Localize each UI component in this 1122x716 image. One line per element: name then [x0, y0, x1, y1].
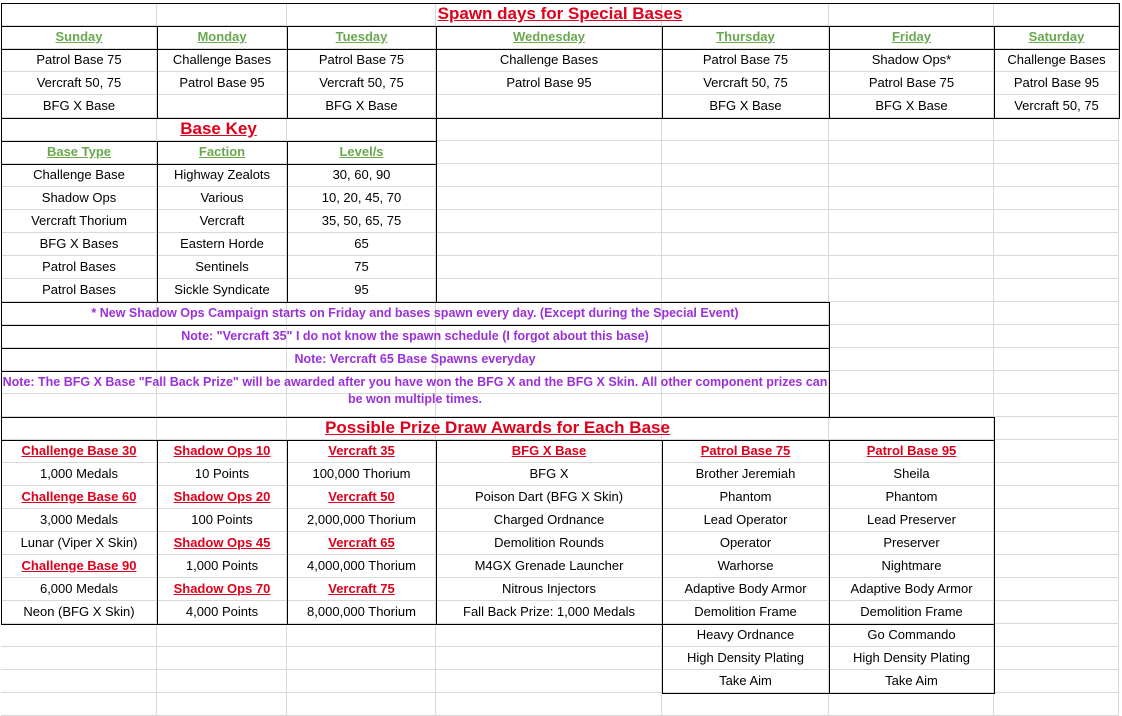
grid-cell[interactable]	[994, 670, 1119, 693]
spawn-cell[interactable]: BFG X Base	[325, 98, 398, 113]
border	[287, 440, 288, 625]
grid-cell[interactable]	[662, 187, 829, 210]
base-key-title[interactable]: Base Key	[180, 119, 257, 138]
grid-cell[interactable]	[662, 118, 829, 141]
day-header-monday[interactable]: Monday	[197, 29, 247, 44]
grid-cell[interactable]	[829, 394, 994, 417]
grid-cell[interactable]	[436, 141, 662, 164]
grid-cell[interactable]	[157, 693, 287, 716]
grid-cell[interactable]	[994, 210, 1119, 233]
prize-base-heading[interactable]: Patrol Base 75	[700, 443, 791, 458]
prize-base-heading[interactable]: Challenge Base 60	[21, 489, 137, 504]
prize-cell[interactable]: Demolition Rounds	[494, 535, 604, 550]
base-key-cell[interactable]: Shadow Ops	[41, 190, 117, 205]
grid-cell[interactable]	[829, 164, 994, 187]
prize-cell[interactable]: Take Aim	[885, 673, 938, 688]
border	[1, 440, 995, 441]
base-key-cell[interactable]: Eastern Horde	[180, 236, 264, 251]
prize-cell[interactable]	[436, 624, 662, 647]
grid-cell[interactable]	[436, 187, 662, 210]
grid-cell[interactable]	[994, 348, 1119, 371]
prize-cell[interactable]: Charged Ordnance	[493, 512, 605, 527]
note-vercraft-35[interactable]: Note: "Vercraft 35" I do not know the spawn schedule (I forgot about this base)	[181, 329, 649, 343]
prize-cell[interactable]: Demolition Frame	[860, 604, 963, 619]
border	[287, 141, 288, 303]
prize-cell[interactable]: 4,000 Points	[185, 604, 259, 619]
prize-cell[interactable]	[157, 647, 287, 670]
prize-base-heading[interactable]: Patrol Base 95	[866, 443, 957, 458]
grid-cell[interactable]	[994, 578, 1119, 601]
spawn-cell[interactable]	[436, 95, 662, 118]
grid-cell[interactable]	[662, 141, 829, 164]
base-key-cell[interactable]: Highway Zealots	[173, 167, 271, 182]
spawn-cell[interactable]: Patrol Base 75	[318, 52, 405, 67]
spawn-cell[interactable]: Vercraft 50, 75	[703, 75, 788, 90]
border	[1, 164, 437, 165]
spawn-cell[interactable]: Patrol Base 95	[506, 75, 592, 90]
grid-cell[interactable]	[994, 532, 1119, 555]
prize-cell[interactable]	[436, 647, 662, 670]
prize-cell[interactable]: Demolition Frame	[694, 604, 797, 619]
grid-cell[interactable]	[436, 279, 662, 302]
spawn-cell[interactable]: Challenge Bases	[1007, 52, 1106, 67]
grid-cell[interactable]	[662, 210, 829, 233]
border	[1, 371, 830, 372]
note-vercraft-65[interactable]: Note: Vercraft 65 Base Spawns everyday	[294, 352, 536, 366]
day-header-thursday[interactable]: Thursday	[716, 29, 775, 44]
border	[1, 141, 437, 142]
spawn-cell[interactable]: Patrol Base 75	[702, 52, 789, 67]
prize-cell[interactable]	[287, 647, 436, 670]
prize-cell[interactable]: Nightmare	[881, 558, 942, 573]
prize-cell[interactable]	[1, 624, 157, 647]
base-key-cell[interactable]: Patrol Bases	[42, 259, 116, 274]
prize-cell[interactable]: 3,000 Medals	[39, 512, 119, 527]
grid-cell[interactable]	[994, 118, 1119, 141]
base-key-cell[interactable]: Sickle Syndicate	[174, 282, 270, 297]
prize-cell[interactable]	[287, 670, 436, 693]
grid-cell[interactable]	[994, 624, 1119, 647]
prize-cell[interactable]: Lunar (Viper X Skin)	[20, 535, 138, 550]
prize-cell[interactable]: Poison Dart (BFG X Skin)	[474, 489, 624, 504]
base-key-cell[interactable]: 10, 20, 45, 70	[321, 190, 402, 205]
base-key-cell[interactable]: Vercraft	[199, 213, 245, 228]
prize-cell[interactable]: Operator	[719, 535, 772, 550]
prize-base-heading[interactable]: Shadow Ops 70	[173, 581, 271, 596]
prize-cell[interactable]: 4,000,000 Thorium	[307, 558, 416, 573]
prize-cell[interactable]: High Density Plating	[686, 650, 805, 665]
border	[436, 26, 437, 119]
prize-cell[interactable]: Preserver	[883, 535, 940, 550]
prize-cell[interactable]: Sheila	[893, 466, 930, 481]
spawn-cell[interactable]: Patrol Base 95	[1013, 75, 1100, 90]
grid-cell[interactable]	[662, 256, 829, 279]
prize-cell[interactable]: 6,000 Medals	[39, 581, 119, 596]
prize-base-heading[interactable]: Vercraft 50	[328, 489, 395, 504]
prize-cell[interactable]: 100,000 Thorium	[312, 466, 411, 481]
prize-base-heading[interactable]: Shadow Ops 20	[173, 489, 271, 504]
base-key-cell[interactable]: 95	[354, 282, 369, 297]
prize-cell[interactable]: Go Commando	[867, 627, 956, 642]
note-bfg-fallback[interactable]: Note: The BFG X Base "Fall Back Prize" will be awarded after you have won the BFG X and the BFG X Skin. All other component prizes can be won multiple times.	[2, 375, 828, 406]
grid-cell[interactable]	[994, 509, 1119, 532]
day-header-friday[interactable]: Friday	[891, 29, 931, 44]
grid-cell[interactable]	[436, 256, 662, 279]
prize-cell[interactable]	[287, 624, 436, 647]
grid-cell[interactable]	[287, 693, 436, 716]
border	[157, 440, 158, 625]
base-key-header[interactable]: Level/s	[339, 144, 384, 159]
prize-cell[interactable]: Fall Back Prize: 1,000 Medals	[463, 604, 635, 619]
grid-cell[interactable]	[829, 693, 994, 716]
prize-cell[interactable]	[157, 624, 287, 647]
grid-cell[interactable]	[994, 371, 1119, 394]
grid-cell[interactable]	[994, 187, 1119, 210]
prize-cell[interactable]: Lead Preserver	[867, 512, 956, 527]
prize-cell[interactable]: High Density Plating	[852, 650, 971, 665]
prize-cell[interactable]	[1, 670, 157, 693]
grid-cell[interactable]	[829, 325, 994, 348]
border	[662, 440, 663, 625]
prize-cell[interactable]: Adaptive Body Armor	[850, 581, 973, 596]
note-shadow-ops[interactable]: * New Shadow Ops Campaign starts on Friday and bases spawn every day. (Except during the Special Event)	[91, 306, 739, 320]
day-header-saturday[interactable]: Saturday	[1028, 29, 1085, 44]
grid-cell[interactable]	[662, 164, 829, 187]
prize-cell[interactable]	[157, 670, 287, 693]
grid-cell[interactable]	[436, 118, 662, 141]
prize-base-heading[interactable]: Challenge Base 30	[21, 443, 137, 458]
prize-cell[interactable]: 1,000 Medals	[39, 466, 119, 481]
prize-cell[interactable]	[1, 647, 157, 670]
day-header-tuesday[interactable]: Tuesday	[335, 29, 388, 44]
grid-cell[interactable]	[829, 302, 994, 325]
prize-cell[interactable]: Nitrous Injectors	[502, 581, 596, 596]
grid-cell[interactable]	[994, 302, 1119, 325]
grid-cell[interactable]	[829, 371, 994, 394]
prize-cell[interactable]: Brother Jeremiah	[695, 466, 796, 481]
day-header-sunday[interactable]: Sunday	[55, 29, 103, 44]
spawn-cell[interactable]: Shadow Ops*	[871, 52, 952, 67]
grid-cell[interactable]	[994, 440, 1119, 463]
border	[1, 26, 1120, 27]
spawn-cell[interactable]: Patrol Base 75	[868, 75, 955, 90]
prize-title[interactable]: Possible Prize Draw Awards for Each Base	[325, 418, 670, 437]
spawn-cell[interactable]	[157, 95, 287, 118]
prize-cell[interactable]: M4GX Grenade Launcher	[474, 558, 624, 573]
grid-cell[interactable]	[829, 210, 994, 233]
spawn-cell[interactable]: Challenge Bases	[499, 52, 599, 67]
prize-cell[interactable]	[436, 670, 662, 693]
base-key-cell[interactable]: 65	[354, 236, 369, 251]
grid-cell[interactable]	[662, 279, 829, 302]
prize-cell[interactable]: 100 Points	[191, 512, 253, 527]
grid-cell[interactable]	[994, 463, 1119, 486]
spawn-cell[interactable]: Vercraft 50, 75	[1014, 98, 1099, 113]
spawn-cell[interactable]: Vercraft 50, 75	[319, 75, 404, 90]
prize-base-heading[interactable]: Challenge Base 90	[21, 558, 137, 573]
grid-cell[interactable]	[829, 256, 994, 279]
prize-cell[interactable]: 1,000 Points	[185, 558, 259, 573]
border	[829, 624, 830, 694]
grid-cell[interactable]	[829, 348, 994, 371]
prize-cell[interactable]: BFG X	[529, 466, 569, 481]
grid-cell[interactable]	[994, 555, 1119, 578]
border	[287, 26, 288, 119]
prize-cell[interactable]: Adaptive Body Armor	[684, 581, 807, 596]
base-key-cell[interactable]: 30, 60, 90	[332, 167, 391, 182]
border	[157, 26, 158, 119]
border	[662, 26, 663, 119]
grid-cell[interactable]	[829, 118, 994, 141]
border	[994, 26, 995, 119]
prize-cell[interactable]: Phantom	[885, 489, 938, 504]
grid-cell[interactable]	[994, 325, 1119, 348]
spawn-cell[interactable]: Vercraft 50, 75	[36, 75, 122, 90]
base-key-cell[interactable]: Vercraft Thorium	[31, 213, 127, 228]
grid-cell[interactable]	[994, 486, 1119, 509]
prize-base-heading[interactable]: Shadow Ops 10	[173, 443, 271, 458]
grid-cell[interactable]	[436, 693, 662, 716]
base-key-cell[interactable]: 35, 50, 65, 75	[321, 213, 402, 228]
base-key-cell[interactable]: Various	[200, 190, 244, 205]
prize-cell[interactable]: 2,000,000 Thorium	[307, 512, 416, 527]
day-header-wednesday[interactable]: Wednesday	[512, 29, 585, 44]
prize-base-heading[interactable]: Shadow Ops 45	[173, 535, 271, 550]
grid-cell[interactable]	[662, 693, 829, 716]
prize-cell[interactable]: Neon (BFG X Skin)	[23, 604, 135, 619]
grid-cell[interactable]	[436, 164, 662, 187]
prize-cell[interactable]: Warhorse	[717, 558, 774, 573]
grid-cell[interactable]	[994, 601, 1119, 624]
grid-cell[interactable]	[829, 233, 994, 256]
base-key-cell[interactable]: BFG X Bases	[39, 236, 119, 251]
base-key-cell[interactable]: Patrol Bases	[42, 282, 116, 297]
prize-base-heading[interactable]: Vercraft 65	[328, 535, 395, 550]
grid-cell[interactable]	[829, 187, 994, 210]
base-key-header[interactable]: Faction	[198, 144, 246, 159]
grid-cell[interactable]	[994, 141, 1119, 164]
border	[829, 440, 830, 625]
grid-cell[interactable]	[436, 233, 662, 256]
spawn-cell[interactable]: Patrol Base 95	[179, 75, 265, 90]
spawn-cell[interactable]: BFG X Base	[42, 98, 116, 113]
border	[829, 26, 830, 119]
base-key-cell[interactable]: Challenge Base	[33, 167, 125, 182]
border	[436, 440, 437, 625]
spawn-cell[interactable]: Challenge Bases	[172, 52, 272, 67]
grid-cell[interactable]	[994, 394, 1119, 417]
grid-cell[interactable]	[994, 693, 1119, 716]
prize-cell[interactable]: 10 Points	[194, 466, 250, 481]
grid-cell[interactable]	[994, 256, 1119, 279]
border	[1, 49, 1120, 50]
grid-cell[interactable]	[1, 693, 157, 716]
spawn-days-title[interactable]: Spawn days for Special Bases	[437, 4, 683, 23]
prize-cell[interactable]: Take Aim	[719, 673, 772, 688]
base-key-header[interactable]: Base Type	[46, 144, 112, 159]
grid-cell[interactable]	[994, 233, 1119, 256]
base-key-cell[interactable]: 75	[354, 259, 369, 274]
prize-cell[interactable]: Heavy Ordnance	[696, 627, 795, 642]
grid-cell[interactable]	[829, 279, 994, 302]
border	[1, 325, 830, 326]
spawn-cell[interactable]: BFG X Base	[875, 98, 948, 113]
border	[157, 141, 158, 303]
prize-base-heading[interactable]: BFG X Base	[511, 443, 587, 458]
border	[1, 348, 830, 349]
grid-cell[interactable]	[829, 141, 994, 164]
prize-cell[interactable]: Phantom	[719, 489, 772, 504]
spawn-cell[interactable]: BFG X Base	[709, 98, 782, 113]
grid-cell[interactable]	[994, 279, 1119, 302]
grid-cell[interactable]	[436, 210, 662, 233]
grid-cell[interactable]	[994, 417, 1119, 440]
grid-cell[interactable]	[994, 647, 1119, 670]
grid-cell[interactable]	[662, 233, 829, 256]
prize-cell[interactable]: Lead Operator	[703, 512, 788, 527]
base-key-cell[interactable]: Sentinels	[195, 259, 249, 274]
spawn-cell[interactable]: Patrol Base 75	[36, 52, 122, 67]
prize-base-heading[interactable]: Vercraft 75	[328, 581, 395, 596]
grid-cell[interactable]	[994, 164, 1119, 187]
prize-cell[interactable]: 8,000,000 Thorium	[307, 604, 416, 619]
prize-base-heading[interactable]: Vercraft 35	[328, 443, 395, 458]
